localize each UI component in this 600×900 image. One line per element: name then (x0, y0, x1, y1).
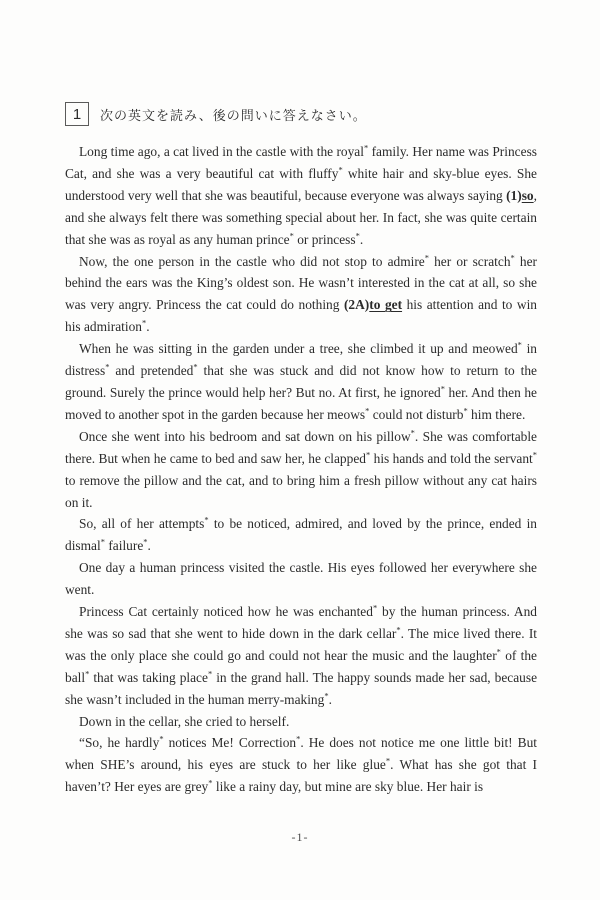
passage (65, 141, 537, 798)
gloss-asterisk: * (100, 536, 105, 547)
gloss-asterisk: * (208, 777, 213, 788)
gloss-asterisk: * (517, 339, 522, 350)
gloss-asterisk: * (105, 361, 110, 372)
gloss-asterisk: * (289, 230, 294, 241)
passage-paragraph: One day a human princess visited the castle. His eyes followed her everywhere she went. (65, 560, 537, 598)
passage-paragraph: Down in the cellar, she cried to herself. (79, 713, 290, 729)
passage-paragraph: Now, the one person in the castle who did not stop to admire* her or scratch* her behind the ears was the King’s oldest son. He wasn’t interested in the cat at all, so she was very angry. Princess the cat could do nothing (2A)to get his attention and to win his admiration*. (65, 252, 537, 335)
gloss-asterisk: * (365, 449, 371, 460)
gloss-asterisk: * (363, 142, 369, 153)
gloss-asterisk: * (207, 668, 213, 679)
page-content (65, 102, 537, 798)
question-instruction: 次の英文を読み、後の問いに答えなさい。 (100, 108, 367, 124)
gloss-asterisk: * (532, 449, 537, 460)
gloss-asterisk: * (463, 405, 468, 416)
page-footer (0, 830, 600, 845)
gloss-asterisk: * (324, 690, 329, 701)
gloss-asterisk: * (355, 230, 360, 241)
gloss-asterisk: * (424, 252, 429, 263)
passage-paragraph: Princess Cat certainly noticed how he was enchanted* by the human princess. And she was so sad that she went to hide down in the dark cellar*. The mice lived there. It was the only place she could go and could not hear the music and the laughter* of the ball* that was taking place* in the grand hall. The happy sounds made her sad, because she wasn’t included in the human merry-making*. (65, 602, 538, 707)
gloss-asterisk: * (143, 536, 148, 547)
gloss-asterisk: * (204, 514, 209, 525)
gloss-asterisk: * (338, 164, 343, 175)
gloss-asterisk: * (510, 252, 515, 263)
passage-paragraph: “So, he hardly* notices Me! Correction*. He does not notice me one little bit! But when SHE’s around, his eyes are stuck to her like glue*. What has she got that I haven’t? Her eyes are grey* like a rainy day, but mine are sky blue. Her hair is (65, 734, 538, 795)
question-number-box (65, 102, 89, 126)
gloss-asterisk: * (159, 734, 164, 744)
question-number: 1 (72, 105, 82, 123)
passage-paragraph: When he was sitting in the garden under a tree, she climbed it up and meowed* in distress* and pretended* that she was stuck and did not know how to return to the ground. Surely the prince would help her? But no. At first, he ignored* her. And then he moved to another spot in the garden because her meows* could not disturb* him there. (65, 339, 538, 422)
gloss-asterisk: * (365, 405, 370, 416)
question-header (65, 102, 537, 126)
gloss-asterisk: * (141, 317, 147, 328)
passage-paragraph: Long time ago, a cat lived in the castle with the royal* family. Her name was Princess Cat, and she was a very beautiful cat with fluffy* white hair and sky-blue eyes. She understood very well that she was beautiful, because everyone was always saying (1)so, and she always felt there was something special about her. In fact, she was quite certain that she was as royal as any human prince* or princess*. (65, 142, 537, 247)
gloss-asterisk: * (496, 646, 501, 657)
passage-paragraph: Once she went into his bedroom and sat down on his pillow*. She was comfortable there. But when he came to bed and saw her, he clapped* his hands and told the servant* to remove the pillow and the cat, and to bring him a fresh pillow without any cat hairs on it. (65, 427, 537, 510)
gloss-asterisk: * (296, 734, 301, 744)
gloss-asterisk: * (440, 383, 445, 394)
gloss-asterisk: * (372, 602, 378, 613)
gloss-asterisk: * (193, 361, 198, 372)
gloss-asterisk: * (410, 427, 415, 438)
page-number: -1- (291, 830, 309, 844)
passage-paragraph: So, all of her attempts* to be noticed, admired, and loved by the prince, ended in dismal* failure*. (65, 514, 538, 554)
gloss-asterisk: * (85, 668, 90, 679)
gloss-asterisk: * (385, 755, 391, 766)
gloss-asterisk: * (396, 624, 401, 635)
